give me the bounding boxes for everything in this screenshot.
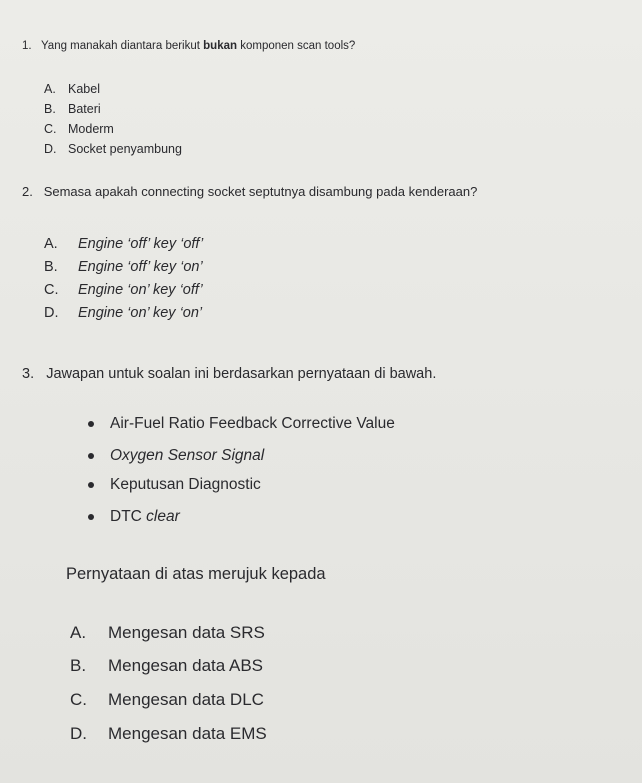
- question-2: [22, 184, 477, 199]
- option-text: Mengesan data ABS: [108, 656, 264, 675]
- bullet-icon: [88, 453, 94, 459]
- option-letter: C.: [44, 122, 57, 136]
- question-number: 3.: [22, 366, 35, 382]
- option-letter: D.: [44, 305, 59, 321]
- option-text: Bateri: [68, 102, 101, 116]
- option-text: Engine ‘on’ key ‘on’: [78, 305, 203, 321]
- q2-option-b[interactable]: [44, 259, 203, 275]
- q2-option-d[interactable]: [44, 305, 202, 321]
- bullet-icon: [88, 421, 94, 427]
- option-letter: B.: [44, 259, 58, 275]
- bullet-item: [88, 447, 264, 465]
- bullet-text: Oxygen Sensor Signal: [110, 447, 265, 464]
- q1-option-b[interactable]: [44, 102, 101, 116]
- bullet-text: Air-Fuel Ratio Feedback Corrective Value: [110, 415, 395, 432]
- option-text: Socket penyambung: [68, 142, 182, 156]
- option-letter: B.: [70, 656, 87, 675]
- option-text: Moderm: [68, 122, 114, 136]
- question-1: [22, 40, 355, 52]
- option-letter: A.: [70, 623, 87, 642]
- bullet-icon: [88, 514, 94, 520]
- q3-option-c[interactable]: [70, 690, 264, 710]
- q2-option-c[interactable]: [44, 282, 203, 298]
- q3-option-a[interactable]: [70, 623, 265, 643]
- option-text: Mengesan data DLC: [108, 690, 264, 709]
- q1-option-c[interactable]: [44, 122, 114, 136]
- question-text: Yang manakah diantara berikut: [40, 40, 204, 52]
- q1-option-a[interactable]: [44, 82, 100, 96]
- option-letter: D.: [70, 724, 87, 743]
- q3-option-b[interactable]: [70, 656, 263, 676]
- question-text: komponen scan tools?: [237, 40, 356, 52]
- option-letter: C.: [44, 282, 59, 298]
- option-letter: A.: [44, 236, 58, 252]
- q3-option-d[interactable]: [70, 724, 267, 744]
- option-text: Kabel: [68, 82, 100, 96]
- bullet-text-italic: clear: [146, 508, 180, 525]
- bullet-icon: [88, 482, 94, 488]
- bullet-item: [88, 415, 395, 433]
- question-text: Semasa apakah connecting socket septutnya disambung pada kenderaan?: [43, 184, 478, 199]
- question-3: [22, 366, 436, 382]
- option-letter: A.: [44, 82, 56, 96]
- q1-option-d[interactable]: [44, 142, 182, 156]
- bullet-text: Keputusan Diagnostic: [110, 476, 261, 493]
- option-text: Engine ‘off’ key ‘on’: [78, 259, 203, 275]
- question-emphasis: bukan: [203, 40, 238, 52]
- option-letter: D.: [44, 142, 57, 156]
- statement-text: Pernyataan di atas merujuk kepada: [66, 565, 326, 583]
- option-letter: C.: [70, 690, 87, 709]
- q2-option-a[interactable]: [44, 236, 203, 252]
- bullet-text: DTC: [110, 508, 147, 525]
- question-number: 1.: [22, 40, 32, 52]
- bullet-item: [88, 508, 180, 526]
- question-text: Jawapan untuk soalan ini berdasarkan pernyataan di bawah.: [46, 366, 437, 382]
- option-text: Engine ‘on’ key ‘off’: [78, 282, 203, 298]
- option-letter: B.: [44, 102, 56, 116]
- question-number: 2.: [22, 184, 33, 199]
- option-text: Mengesan data SRS: [108, 623, 265, 642]
- option-text: Engine ‘off’ key ‘off’: [78, 236, 204, 252]
- option-text: Mengesan data EMS: [108, 724, 267, 743]
- bullet-item: [88, 476, 261, 494]
